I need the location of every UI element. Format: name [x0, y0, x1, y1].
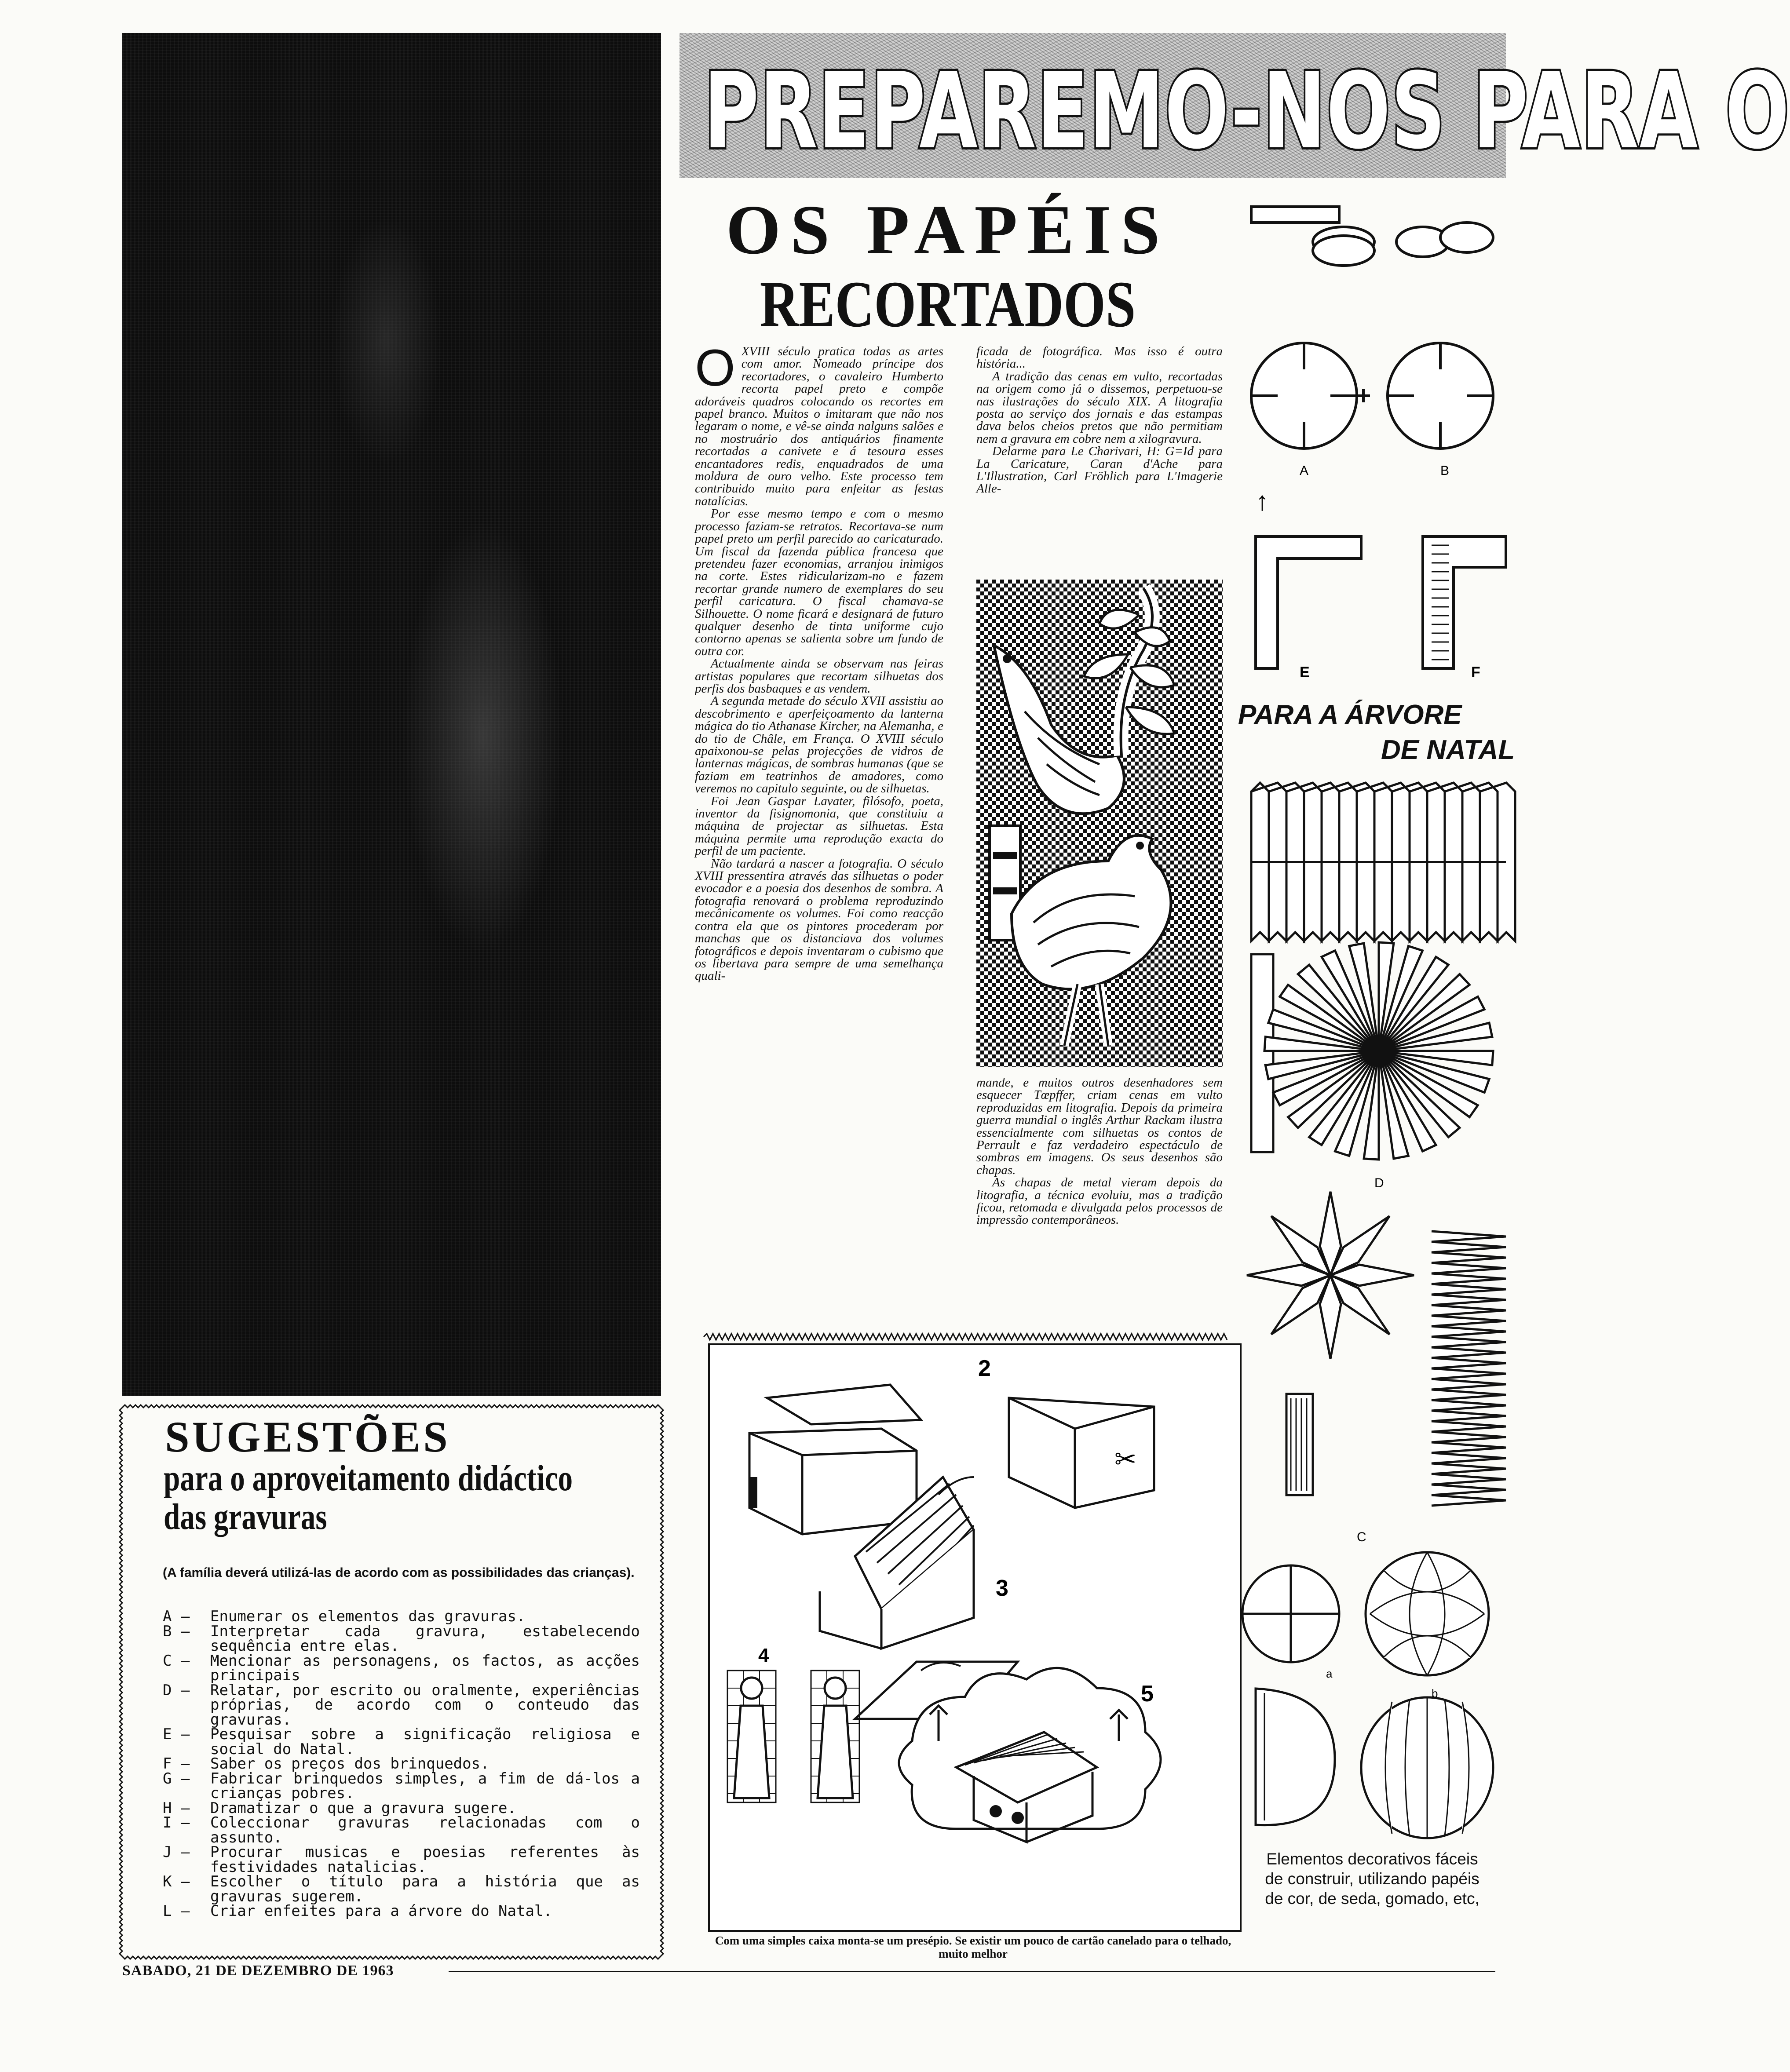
creche-step-label: 2	[978, 1356, 991, 1381]
figure-label: B	[1440, 463, 1450, 478]
list-item: B — Interpretar cada gravura, estabelecendo sequência entre elas.	[163, 1622, 640, 1655]
suggestions-title: SUGESTÕES	[165, 1412, 450, 1461]
article-paragraph: mande, e muitos outros desenhadores sem esquecer Tœpffer, criam cenas em vulto reproduzidas em litografia. Depois da primeira guerra mundial o inglês Arthur Rackam ilustra essencialmente com silhuetas os contos de Perrault e faz verdadeiro espectáculo de sombras em imagens. Os seus desenhos são chapas.	[976, 1076, 1223, 1177]
christmas-decoration-diagrams	[1247, 185, 1506, 1961]
article-paragraph: Não tardará a nascer a fotografia. O século XVIII pressentira através das silhuetas o poder evocador e a poesia dos desenhos de sombra. A fotografia renovará o problema reproduzindo mecânicamente os volumes. Foi como reacção contra ela que os pintores procederam por manchas que os distanciava dos volumes fotográficos e depois inventaram o cubismo que os libertava para sempre de uma semelhança quali-	[695, 856, 943, 983]
article-title	[695, 191, 1201, 341]
creche-instruction-box	[708, 1343, 1242, 1932]
creche-caption: Com uma simples caixa monta-se um presépio. Se existir um pouco de cartão canelado para o telhado, muito melhor	[715, 1934, 1231, 1960]
footer-date: SABADO, 21 DE DEZEMBRO DE 1963	[122, 1963, 394, 1979]
list-item: H — Dramatizar o que a gravura sugere.	[163, 1799, 516, 1817]
drop-cap: O	[695, 339, 735, 397]
creche-step-4-figures	[727, 1671, 859, 1802]
article-paragraph: OXVIII século pratica todas as artes com amor. Nomeado príncipe dos recortadores, o cavaleiro Humberto recorta papel preto e compõe adoráveis quadros colocando os recortes em papel branco. Muitos o imitaram que não nos legaram o nome, e vê-se ainda nalguns salões e no mostruário dos antiquários finamente recortadas a canivete e á tesoura esses encantadores redis, enquadrados de uma moldura de ouro velho. Este processo tem contribuido muito para enfeitar as festas natalícias.	[695, 339, 943, 508]
headline-banner	[679, 33, 1790, 178]
bird-silhouette-illustration	[976, 580, 1223, 1067]
wavy-divider	[704, 1332, 1223, 1341]
footer-rule	[449, 1971, 1495, 1972]
article-paragraph: A segunda metade do século XVII assistiu ao descobrimento e aperfeiçoamento da lanterna mágica do tio Athanase Kircher, na Alemanha, e do tio de Châle, em França. O XVIII século apaixonou-se pelas projecções de vidros de lanternas mágicas, de sombras humanas (que se faziam em teatrinhos de amadores, como veremos no capitulo seguinte, ou de silhuetas.	[695, 694, 943, 796]
figure-label: b	[1432, 1687, 1438, 1700]
figure-label: a	[1326, 1667, 1333, 1680]
list-item: A — Enumerar os elementos das gravuras.	[163, 1608, 526, 1625]
article-title-line1: OS PAPÉIS	[726, 190, 1170, 269]
list-item: J — Procurar musicas e poesias referentes às festividades natalicias.	[163, 1843, 640, 1876]
article-paragraph: Delarme para Le Charivari, H: G=Id para La Caricature, Caran d'Ache para L'Illustration, Carl Fröhlich para L'Imagerie Alle-	[976, 444, 1223, 496]
side-caption: Elementos decorativos fáceis de construir, utilizando papéis de cor, de seda, gomado, etc,	[1265, 1850, 1479, 1908]
article-paragraph: A tradição das cenas em vulto, recortadas na origem como já o dissemos, perpetuou-se nas ilustrações do século XIX. A litografia posta ao serviço dos jornais e das estampas dava belos cheios pretos que não permitiam nem a gravura em cobre nem a xilogravura.	[976, 369, 1223, 446]
list-item: K — Escolher o título para a história que as gravuras sugerem.	[163, 1873, 640, 1905]
list-item: C — Mencionar as personagens, os factos, as acções principais	[163, 1652, 640, 1684]
paper-star-diagram	[1247, 1192, 1414, 1359]
paper-fan-diagram	[1251, 942, 1493, 1160]
list-item: E — Pesquisar sobre a significação religiosa e social do Natal.	[163, 1725, 640, 1758]
side-heading-line1: PARA A ÁRVORE	[1238, 700, 1462, 730]
article-column-2-bottom	[976, 1076, 1223, 1226]
list-item: G — Fabricar brinquedos simples, a fim de dá-los a crianças pobres.	[163, 1769, 640, 1802]
creche-step-1-box	[749, 1385, 921, 1534]
figure-label: F	[1471, 664, 1480, 681]
article-paragraph: Foi Jean Gaspar Lavater, filósofo, poeta, inventor da fisignomonia, que constituiu a máquina de projectar as silhuetas. Esta máquina permite uma reprodução exacta do perfil de um paciente.	[695, 794, 943, 858]
figure-label: D	[1374, 1176, 1384, 1190]
article-column-2-top	[976, 345, 1223, 495]
arrow-up-icon: ↑	[1256, 487, 1269, 516]
creche-step-label: 5	[1141, 1681, 1154, 1707]
figure-label: E	[1300, 664, 1310, 681]
list-item: F — Saber os preços dos brinquedos.	[163, 1755, 490, 1773]
article-paragraph: As chapas de metal vieram depois da litografia, a técnica evoluiu, mas a tradição ficou, retomada e divulgada pelos processos de impressão contemporâneos.	[976, 1175, 1223, 1227]
article-paragraph: Por esse mesmo tempo e com o mesmo processo faziam-se retratos. Recortava-se num papel preto um perfil parecido ao caricaturado. Um fiscal da fazenda pública francesa que pretendeu fazer economias, arranjou inimigos na corte. Estes ridicularizam-no e fazem recortar grande numero de exemplares do seu perfil caricatura. O fiscal chamava-se Silhouette. O nome ficará e designará de futuro qualquer desenho de tinta uniforme cujo contorno apenas se salienta sobre um fundo de outra cor.	[695, 507, 943, 658]
list-item: L — Criar enfeites para a árvore do Natal.	[163, 1902, 552, 1920]
suggestions-list	[163, 1609, 640, 1919]
suggestions-intro: (A família deverá utilizá-las de acordo com as possibilidades das crianças).	[163, 1565, 635, 1580]
suggestions-subtitle-line1: para o aproveitamento didáctico	[164, 1458, 573, 1499]
scissors-icon: ✂	[1114, 1445, 1137, 1474]
figure-label: A	[1300, 463, 1309, 478]
dark-photograph	[122, 33, 661, 1396]
article-paragraph: Actualmente ainda se observam nas feiras artistas populares que recortam silhuetas dos perfis dos basbaques e as vendem.	[695, 657, 943, 696]
suggestions-subtitle	[164, 1459, 573, 1536]
article-title-line2: RECORTADOS	[760, 268, 1136, 341]
creche-step-label: 3	[996, 1576, 1008, 1601]
side-heading-line2: DE NATAL	[1381, 735, 1515, 765]
article-paragraph: ficada de fotográfica. Mas isso é outra história...	[976, 344, 1223, 371]
figure-label: C	[1357, 1530, 1366, 1544]
creche-step-label: 4	[758, 1645, 769, 1666]
list-item: D — Relatar, por escrito ou oralmente, experiências próprias, de acordo com o conteudo das gravuras.	[163, 1681, 640, 1729]
article-column-1	[695, 339, 943, 983]
banner-headline: PREPAREMO-NOS PARA O	[704, 51, 1790, 172]
suggestions-subtitle-line2: das gravuras	[164, 1496, 327, 1537]
list-item: I — Coleccionar gravuras relacionadas com o assunto.	[163, 1814, 640, 1846]
